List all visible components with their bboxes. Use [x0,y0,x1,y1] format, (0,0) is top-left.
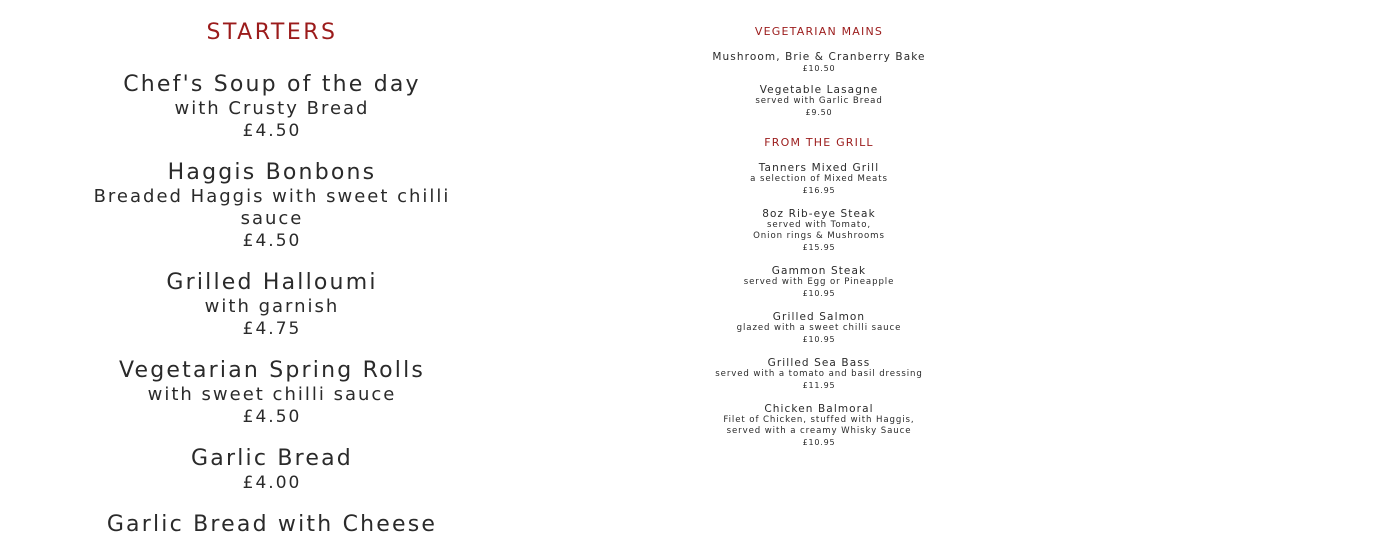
item-name: Tanners Mixed Grill [758,162,880,174]
item-name: Chef's Soup of the day [123,72,421,97]
item-description: a selection of Mixed Meats [750,174,888,184]
menu-item [699,84,939,118]
item-price: £4.50 [242,231,302,251]
item-price: £4.75 [242,319,302,339]
menu-item [72,358,472,428]
item-price: £10.95 [802,289,836,298]
menu-item [699,162,939,196]
item-name: Vegetable Lasagne [759,84,879,96]
item-name: Haggis Bonbons [167,160,377,185]
item-description: with garnish [204,296,340,317]
item-price: £9.50 [805,108,833,117]
item-description: Filet of Chicken, stuffed with Haggis, [723,415,915,425]
item-description: glazed with a sweet chilli sauce [736,323,902,333]
item-description: served with a tomato and basil dressing [715,369,923,379]
item-name: Garlic Bread with Cheese [106,512,438,537]
menu-item [72,160,472,252]
item-name: Gammon Steak [771,265,867,277]
menu-item [699,311,939,345]
item-price: £4.50 [242,407,302,427]
menu-item [699,265,939,299]
item-description: with Crusty Bread [174,98,370,119]
item-description: served with Egg or Pineapple [743,277,895,287]
menu-item [699,357,939,391]
item-description: served with Tomato, [767,220,871,230]
item-price: £10.95 [802,335,836,344]
menu-item [699,403,939,448]
menu-item [72,446,472,494]
item-description: served with Garlic Bread [755,96,883,106]
item-price: £4.50 [242,121,302,141]
grill-heading: FROM THE GRILL [764,136,874,149]
item-name: Mushroom, Brie & Cranberry Bake [712,51,926,63]
item-description-line2: served with a creamy Whisky Sauce [726,426,912,436]
item-price: £4.00 [242,473,302,493]
item-price: £11.95 [802,381,836,390]
menu-item [72,512,472,538]
item-price: £10.95 [802,438,836,447]
starters-section [72,0,472,538]
item-name: Grilled Salmon [772,311,866,323]
item-name: Garlic Bread [191,446,353,471]
mains-section [699,0,939,448]
menu-item [699,51,939,74]
item-name: 8oz Rib-eye Steak [762,208,876,220]
item-name: Chicken Balmoral [764,403,874,415]
item-name: Grilled Halloumi [166,270,378,295]
menu-item [699,208,939,253]
vegetarian-mains-heading: VEGETARIAN MAINS [754,25,884,38]
starters-heading: STARTERS [206,20,338,45]
item-price: £15.95 [802,243,836,252]
item-description-line2: Onion rings & Mushrooms [753,231,885,241]
item-name: Vegetarian Spring Rolls [118,358,426,383]
item-name: Grilled Sea Bass [767,357,871,369]
item-description: Breaded Haggis with sweet chilli sauce [93,186,451,229]
item-price: £16.95 [802,186,836,195]
menu-item [72,270,472,340]
item-price: £10.50 [802,64,836,73]
menu-item [72,72,472,142]
item-description: with sweet chilli sauce [147,384,397,405]
